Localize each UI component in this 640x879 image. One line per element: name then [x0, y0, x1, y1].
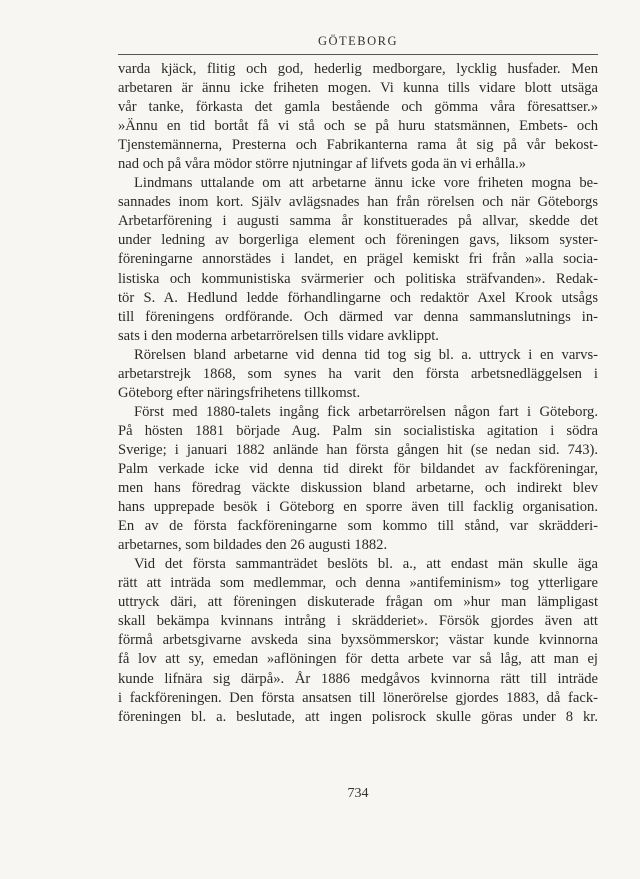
text-line: arbetarstrejk 1868, som synes ha varit den första arbetsnedläggelsen i: [118, 365, 598, 382]
text-line: arbetarnes, som bildades den 26 augusti 1882.: [118, 537, 388, 554]
text-line: vår tanke, förkasta det gamla bestående och gömma våra föresattser.»: [118, 99, 598, 116]
text-line: i fackföreningen. Den första ansatsen till lönerörelse gjordes 1883, då fack-: [118, 689, 598, 706]
running-head: GÖTEBORG: [317, 34, 399, 48]
text-line: Först med 1880-talets ingång fick arbetarrörelsen någon fart i Göteborg.: [134, 403, 598, 420]
text-line: På hösten 1881 började Aug. Palm sin socialistiska agitation i södra: [118, 422, 598, 439]
text-line: Vid det första sammanträdet beslöts bl. a., att endast män skulle äga: [134, 556, 598, 573]
text-line: Arbetarförening i augusti samma år konstituerades på allvar, skedde det: [118, 213, 598, 230]
text-line: Lindmans uttalande om att arbetarne ännu icke vore friheten mogna be-: [134, 175, 598, 192]
text-line: Tjenstemännerna, Presterna och Fabrikanterna rama åt sig på vår bekost-: [118, 137, 598, 154]
text-line: under ledning av borgerliga element och föreningen gavs, liksom syster-: [118, 232, 598, 249]
text-line: sats i den moderna arbetarrörelsen tills vidare avklippt.: [118, 327, 439, 344]
text-line: till föreningens ordförande. Och därmed var denna sammanslutnings in-: [118, 308, 598, 325]
text-line: föreningen bl. a. beslutade, att ingen polisrock skulle göras under 8 kr.: [118, 708, 598, 725]
text-line: Göteborg efter näringsfrihetens tillkomst.: [118, 384, 361, 401]
text-line: En av de första fackföreningarne som kommo till stånd, var skrädderi-: [118, 518, 598, 535]
text-line: Rörelsen bland arbetarne vid denna tid tog sig bl. a. uttryck i en varvs-: [134, 346, 598, 363]
text-line: »Ännu en tid bortåt få vi stå och se på huru statsmännen, Embets- och: [118, 118, 598, 135]
text-line: kunde lifnära sig därpå». År 1886 medgåvos kvinnorna rätt till inträde: [118, 670, 598, 687]
text-line: varda kjäck, flitig och god, hederlig medborgare, lycklig husfader. Men: [118, 61, 598, 77]
text-line: listiska och kommunistiska svärmerier och politiska sträfvanden». Redak-: [118, 270, 598, 287]
text-line: förmå arbetsgivarne avskeda sina byxsömmerskor; västar kunde kvinnorna: [118, 632, 598, 649]
text-line: sannades inom kort. Själv avlägsnades han från rörelsen och när Göteborgs: [118, 194, 598, 211]
page-number: 734: [347, 786, 369, 801]
text-line: nad och på våra mödor större njutningar af lifvets goda än vi erhålla.»: [118, 156, 527, 173]
text-line: hans upprepade besök i Göteborg en sporre även till facklig organisation.: [118, 499, 598, 516]
text-line: rätt att inträda som medlemmar, och denna »antifeminism» tog ytterligare: [118, 575, 598, 592]
text-line: föreningarne annorstädes i landet, en prägel kemiskt fri från »alla socia-: [118, 251, 598, 268]
body-text: [118, 60, 598, 727]
text-line: tör S. A. Hedlund ledde förhandlingarne och redaktör Axel Krook utsågs: [118, 289, 598, 306]
text-line: skall bekämpa kvinnans intrång i skrädderiet». Försök gjordes även att: [118, 613, 598, 630]
text-line: arbetaren är ännu icke friheten mogen. Vi kunna tills vidare blott utsäga: [118, 80, 598, 97]
text-line: Palm verkade icke vid denna tid direkt för bildandet av fackföreningar,: [118, 460, 598, 477]
text-line: Sverige; i januari 1882 anlände han första gången hit (se nedan sid. 743).: [118, 441, 598, 458]
header-rule: [118, 54, 598, 55]
text-line: men hans föredrag väckte diskussion bland arbetarne, och indirekt blev: [118, 480, 598, 497]
text-line: få lov att sy, emedan »aflöningen för detta arbete var så låg, att man ej: [118, 651, 598, 668]
text-line: uttryck däri, att föreningen diskuterade frågan om »hur man lämpligast: [118, 594, 598, 611]
